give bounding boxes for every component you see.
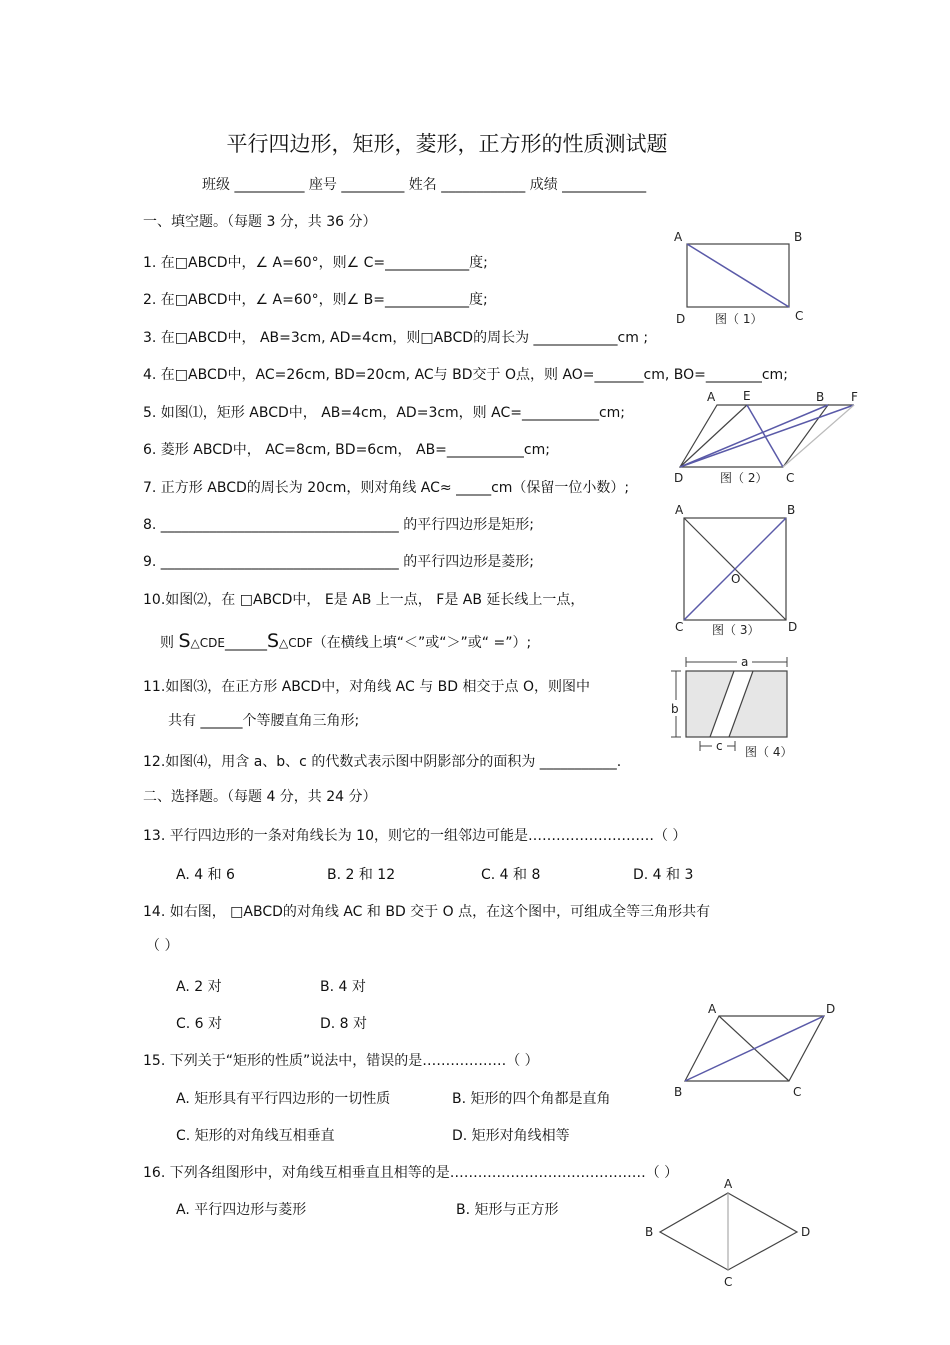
fig2-label-e: E [743, 389, 751, 403]
q10-s1: S [178, 630, 191, 652]
q10-postfix: （在横线上填“＜”或“＞”或“ =”）; [312, 635, 532, 651]
q10-sub2: △CDF [279, 636, 313, 650]
fig4-label-c: c [716, 739, 723, 753]
q14-option-a: A. 2 对 [176, 979, 222, 995]
question-10: 10.如图⑵，在 □ABCD中， E是 AB 上一点， F是 AB 延长线上一点， [143, 592, 585, 608]
q10-prefix: 则 [160, 635, 179, 651]
question-16: 16. 下列各组图形中，对角线互相垂直且相等的是……………………………………（ ） [143, 1165, 679, 1181]
fig2-label-a: A [707, 390, 716, 404]
fig5-label-d: D [826, 1002, 836, 1016]
section-1-heading: 一、填空题。（每题 3 分，共 36 分） [143, 214, 377, 230]
q10-s2: S [266, 630, 280, 652]
fig1-label-c: C [795, 309, 804, 323]
fig3-label-d: D [788, 620, 798, 634]
page-title: 平行四边形，矩形，菱形，正方形的性质测试题 [226, 132, 668, 156]
fig4-label-a: a [741, 655, 749, 669]
q16-option-b: B. 矩形与正方形 [456, 1202, 559, 1218]
question-6: 6. 菱形 ABCD中， AC=8cm, BD=6cm， AB=___________cm; [143, 442, 550, 458]
fig2-caption: 图（ 2） [720, 471, 768, 485]
question-4: 4. 在□ABCD中，AC=26cm, BD=20cm, AC与 BD交于 O点，则 AO=_______cm, BO=________cm; [143, 367, 788, 383]
fig4-label-b: b [671, 702, 679, 716]
q10-sub1: △CDE [190, 636, 225, 650]
fig1-label-d: D [676, 312, 686, 326]
question-11: 11.如图⑶，在正方形 ABCD中，对角线 AC 与 BD 相交于点 O，则图中 [143, 679, 590, 695]
question-15: 15. 下列关于“矩形的性质”说法中，错误的是………………（ ） [143, 1053, 539, 1069]
fig5-label-a: A [708, 1002, 717, 1016]
q15-option-c: C. 矩形的对角线互相垂直 [176, 1128, 335, 1144]
question-1: 1. 在□ABCD中，∠ A=60°，则∠ C=____________度; [143, 255, 488, 271]
question-13: 13. 平行四边形的一条对角线长为 10，则它的一组邻边可能是………………………（ ） [143, 828, 687, 844]
fig6-label-b: B [645, 1225, 654, 1239]
question-12: 12.如图⑷，用含 a、b、c 的代数式表示图中阴影部分的面积为 ___________. [143, 754, 622, 770]
fig2-label-f: F [851, 390, 858, 404]
fig3-label-b: B [787, 503, 796, 517]
fig3-caption: 图（ 3） [712, 623, 760, 637]
question-5: 5. 如图⑴，矩形 ABCD中， AB=4cm，AD=3cm，则 AC=___________cm; [143, 405, 626, 421]
question-8: 8. __________________________________ 的平行四边形是矩形; [143, 517, 534, 533]
q13-option-d: D. 4 和 3 [633, 867, 694, 883]
question-3: 3. 在□ABCD中， AB=3cm, AD=4cm，则□ABCD的周长为 ____________cm ; [143, 330, 649, 346]
fig6-label-c: C [724, 1275, 733, 1289]
fig5-label-b: B [674, 1085, 683, 1099]
q15-option-b: B. 矩形的四个角都是直角 [452, 1091, 611, 1107]
student-info-line: 班级 __________ 座号 _________ 姓名 ____________ 成绩 ____________ [202, 177, 647, 193]
q13-option-c: C. 4 和 8 [481, 867, 541, 883]
fig6-label-a: A [724, 1177, 733, 1191]
question-7: 7. 正方形 ABCD的周长为 20cm，则对角线 AC≈ _____cm（保留一位小数）; [143, 480, 630, 496]
q15-option-d: D. 矩形对角线相等 [452, 1128, 570, 1144]
fig1-label-b: B [794, 230, 803, 244]
question-11-line-2: 共有 ______个等腰直角三角形; [168, 713, 360, 729]
q13-option-a: A. 4 和 6 [176, 867, 235, 883]
fig5-label-c: C [793, 1085, 802, 1099]
q14-option-d: D. 8 对 [320, 1016, 368, 1032]
fig3-label-c: C [675, 620, 684, 634]
question-14: 14. 如右图， □ABCD的对角线 AC 和 BD 交于 O 点，在这个图中，可组成全等三角形共有 [143, 904, 711, 920]
q10-blank: ______ [224, 635, 267, 651]
fig1-caption: 图（ 1） [715, 312, 763, 326]
fig3-label-o: O [731, 572, 741, 586]
q15-option-a: A. 矩形具有平行四边形的一切性质 [176, 1091, 391, 1107]
fig2-label-b: B [816, 390, 825, 404]
question-9: 9. __________________________________ 的平行四边形是菱形; [143, 554, 534, 570]
question-2: 2. 在□ABCD中，∠ A=60°，则∠ B=____________度; [143, 292, 488, 308]
fig6-label-d: D [801, 1225, 811, 1239]
q13-option-b: B. 2 和 12 [327, 867, 396, 883]
fig1-label-a: A [674, 230, 683, 244]
question-14-line-2: （ ） [146, 938, 179, 954]
q14-option-b: B. 4 对 [320, 979, 366, 995]
fig3-label-a: A [675, 503, 684, 517]
fig2-label-c: C [786, 471, 795, 485]
fig4-caption: 图（ 4） [745, 745, 793, 759]
section-2-heading: 二、选择题。（每题 4 分，共 24 分） [143, 789, 377, 805]
fig2-label-d: D [674, 471, 684, 485]
q16-option-a: A. 平行四边形与菱形 [176, 1202, 307, 1218]
q14-option-c: C. 6 对 [176, 1016, 223, 1032]
